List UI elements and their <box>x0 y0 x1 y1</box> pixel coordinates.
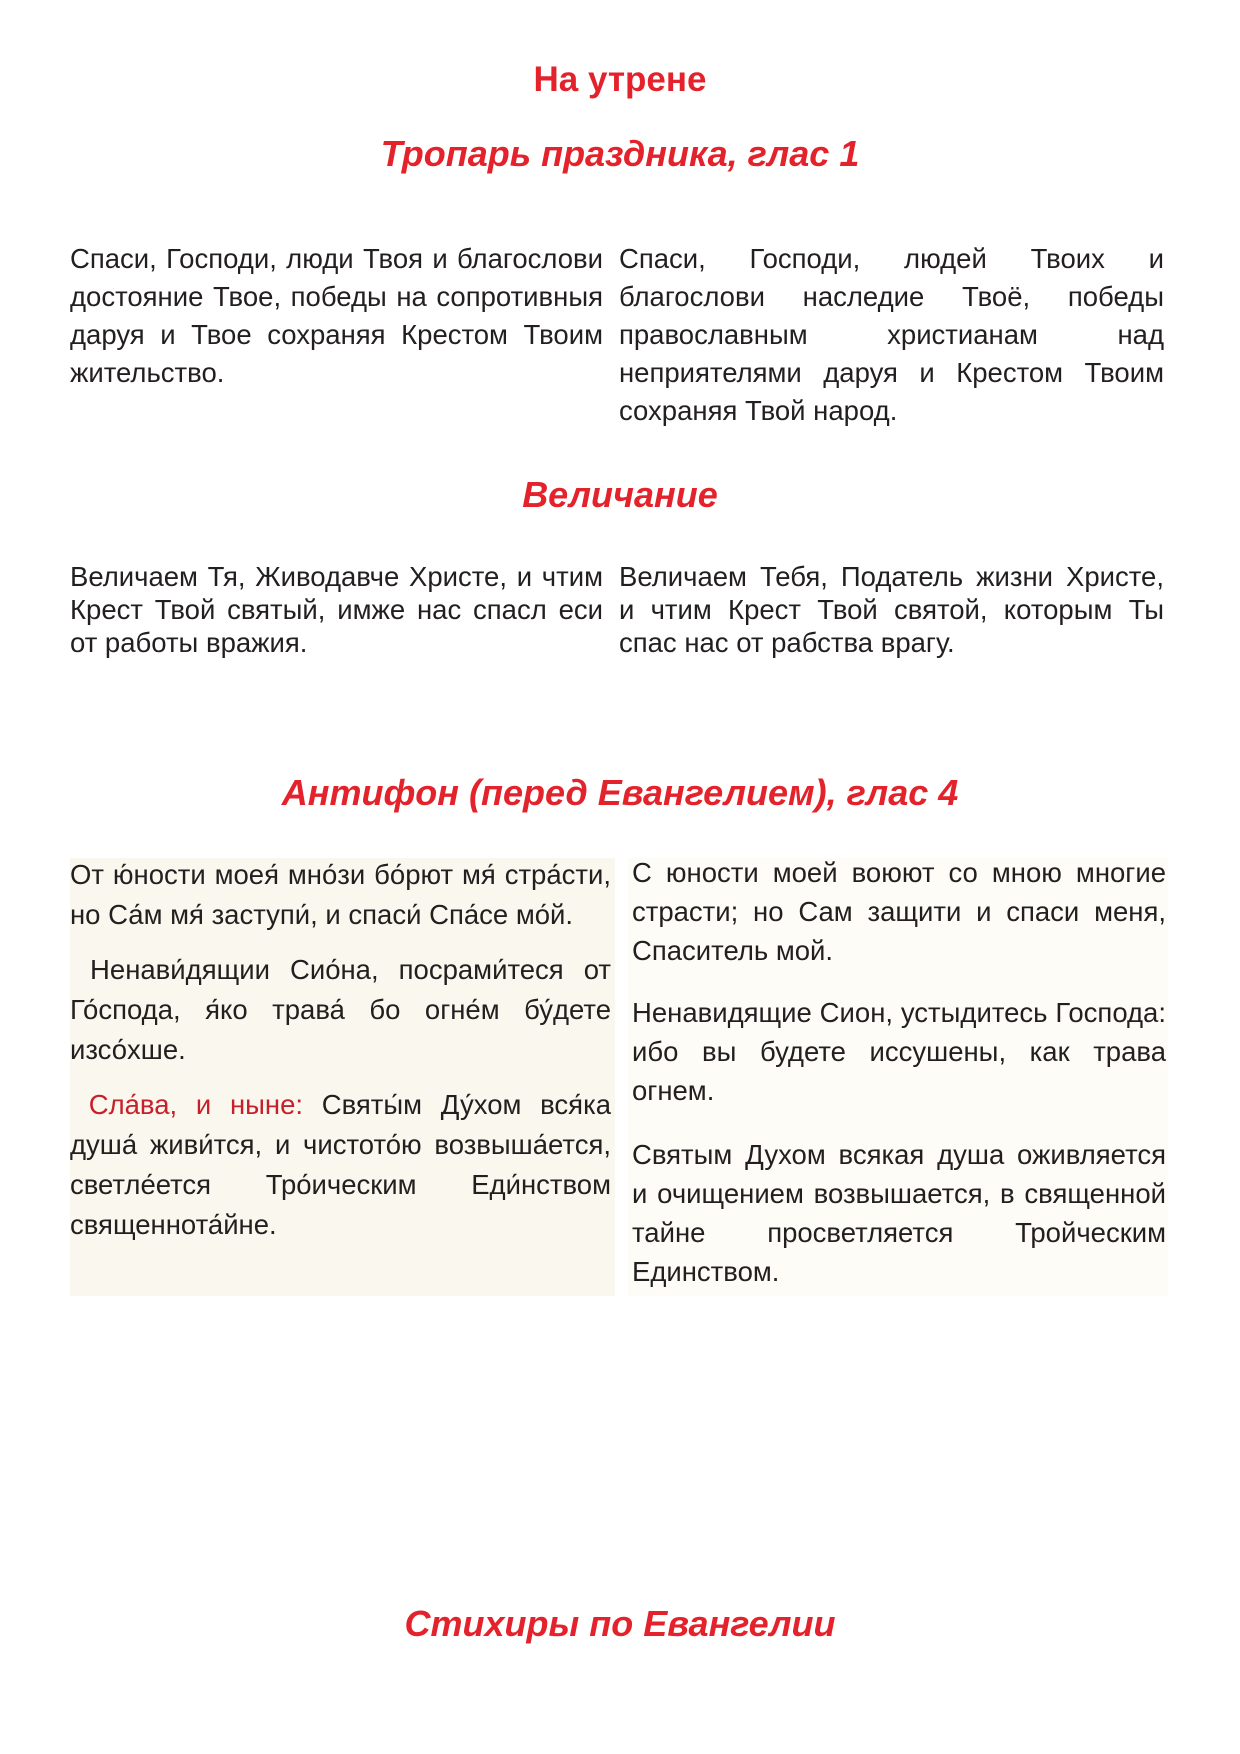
antiphon-slavonic-verse-1: От ю́ности моея́ мно́зи бо́рют мя́ стра́сти, но Са́м мя́ заступи́, и спаси́ Спа́се мо́й. <box>70 859 611 930</box>
glory-now-rubric: Сла́ва, и ныне: <box>88 1089 304 1120</box>
troparion-slavonic-text: Спаси, Господи, люди Твоя и благослови достояние Твое, победы на сопротивныя даруя и Твое сохраняя Крестом Твоим жительство. <box>70 243 603 388</box>
antiphon-slavonic <box>70 855 611 1245</box>
troparion-heading: Тропарь праздника, глас 1 <box>380 133 860 174</box>
antiphon-slavonic-verse-3-text: Святы́м Ду́хом вся́ка душа́ живи́тся, и чистото́ю возвыша́ется, светле́ется Тро́ическим Еди́нством священнота́йне. <box>70 1089 611 1240</box>
magnification-slavonic <box>70 560 603 659</box>
troparion-slavonic <box>70 240 603 392</box>
antiphon-russian-verse-3: Святым Духом всякая душа оживляется и очищением возвышается, в священной тайне просветляется Тройческим Единством. <box>632 1139 1166 1287</box>
antiphon-slavonic-verse-2 <box>70 950 611 1070</box>
antiphon-heading: Антифон (перед Евангелием), глас 4 <box>281 772 959 813</box>
page-title: На утрене <box>533 60 707 99</box>
antiphon-russian-verse-2: Ненавидящие Сион, устыдитесь Господа: ибо вы будете иссушены, как трава огнем. <box>632 997 1166 1106</box>
stichera-heading: Стихиры по Евангелии <box>404 1603 836 1644</box>
antiphon-russian-verse-1: С юности моей воюют со мною многие страсти; но Сам защити и спаси меня, Спаситель мой. <box>632 857 1166 966</box>
antiphon-slavonic-verse-3 <box>70 1085 611 1245</box>
troparion-russian-text: Спаси, Господи, людей Твоих и благослови наследие Твоё, победы православным христианам над неприятелями даруя и Крестом Твоим сохраняя Твой народ. <box>619 243 1164 426</box>
magnification-russian <box>619 560 1164 659</box>
magnification-slavonic-text: Величаем Тя, Живодавче Христе, и чтим Крест Твой святый, имже нас спасл еси от работы вражия. <box>70 561 603 658</box>
magnification-russian-text: Величаем Тебя, Податель жизни Христе, и чтим Крест Твой святой, которым Ты спас нас от рабства врагу. <box>619 561 1164 658</box>
troparion-russian <box>619 240 1164 430</box>
antiphon-russian <box>632 853 1166 1291</box>
antiphon-slavonic-verse-2-text: Ненави́дящии Сио́на, посрами́теся от Го́спода, я́ко трава́ бо огне́м бу́дете изсо́хше. <box>70 954 612 1065</box>
magnification-heading: Величание <box>522 474 718 515</box>
